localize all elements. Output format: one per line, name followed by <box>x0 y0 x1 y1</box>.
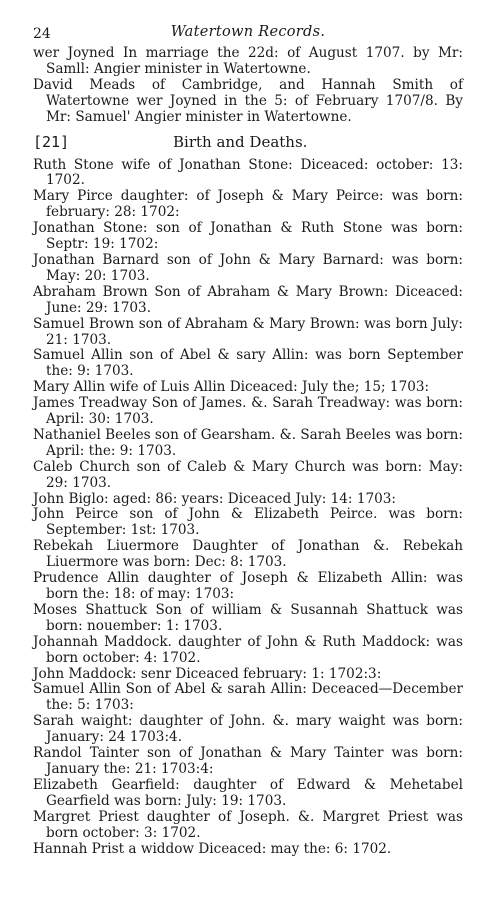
marriage-entry: wer Joyned In marriage the 22d: of August 1707. by Mr: Samll: Angier minister in Watertowne. <box>33 45 463 77</box>
record-entry: Nathaniel Beeles son of Gearsham. &. Sarah Beeles was born: April: the: 9: 1703. <box>33 426 463 459</box>
marriage-entry: David Meads of Cambridge, and Hannah Smith of Watertowne wer Joyned in the 5: of February 1707/8. By Mr: Samuel' Angier minister in Watertowne. <box>33 76 463 125</box>
record-entry: Samuel Allin son of Abel & sary Allin: was born September the: 9: 1703. <box>33 347 463 380</box>
record-entry: Samuel Brown son of Abraham & Mary Brown: was born July: 21: 1703. <box>33 315 463 348</box>
record-page <box>33 22 463 857</box>
record-entry: Hannah Prist a widdow Diceaced: may the: 6: 1702. <box>33 840 392 857</box>
record-entry: Randol Tainter son of Jonathan & Mary Tainter was born: January the: 21: 1703:4: <box>33 745 463 777</box>
record-entry: Margret Priest daughter of Joseph. &. Margret Priest was born october: 3: 1702. <box>33 808 463 841</box>
record-entries <box>33 46 463 857</box>
record-entry: Caleb Church son of Caleb & Mary Church was born: May: 29: 1703. <box>33 458 463 491</box>
record-entry: Mary Allin wife of Luis Allin Diceaced: July the; 15; 1703: <box>33 379 430 396</box>
record-entry: John Biglo: aged: 86: years: Diceaced July: 14: 1703: <box>33 490 396 507</box>
record-entry: John Peirce son of John & Elizabeth Peirce. was born: September: 1st: 1703. <box>33 506 463 539</box>
record-entry: John Maddock: senr Diceaced february: 1: 1702:3: <box>33 665 382 682</box>
page-number: 24 <box>33 26 51 42</box>
record-entry: Mary Pirce daughter: of Joseph & Mary Peirce: was born: february: 28: 1702: <box>33 188 463 221</box>
record-entry: Prudence Allin daughter of Joseph & Elizabeth Allin: was born the: 18: of may: 1703: <box>33 570 463 602</box>
record-entry: Johannah Maddock. daughter of John & Ruth Maddock: was born october: 4: 1702. <box>33 633 463 666</box>
record-entry: Jonathan Stone: son of Jonathan & Ruth Stone was born: Septr: 19: 1702: <box>33 220 463 253</box>
running-title: Watertown Records. <box>170 24 326 40</box>
record-entry: James Treadway Son of James. &. Sarah Treadway: was born: April: 30: 1703. <box>33 395 463 428</box>
record-entry: Abraham Brown Son of Abraham & Mary Brown: Diceaced: June: 29: 1703. <box>33 283 463 316</box>
running-header <box>33 22 463 46</box>
section-title: Birth and Deaths. <box>173 132 308 151</box>
record-entry: Ruth Stone wife of Jonathan Stone: Diceaced: october: 13: 1702. <box>33 156 463 189</box>
record-entry: Rebekah Liuermore Daughter of Jonathan &. Rebekah Liuermore was born: Dec: 8: 1703. <box>33 538 463 571</box>
section-heading <box>33 132 463 155</box>
record-entry: Moses Shattuck Son of william & Susannah Shattuck was born: nouember: 1: 1703. <box>33 601 463 634</box>
record-entry: Sarah waight: daughter of John. &. mary waight was born: January: 24 1703:4. <box>33 713 463 746</box>
record-entry: Samuel Allin Son of Abel & sarah Allin: Deceaced—December the: 5: 1703: <box>33 681 463 714</box>
record-entry: Jonathan Barnard son of John & Mary Barnard: was born: May: 20: 1703. <box>33 251 463 284</box>
record-entry: Elizabeth Gearfield: daughter of Edward & Mehetabel Gearfield was born: July: 19: 1703. <box>33 776 463 809</box>
section-number: [21] <box>33 132 70 151</box>
